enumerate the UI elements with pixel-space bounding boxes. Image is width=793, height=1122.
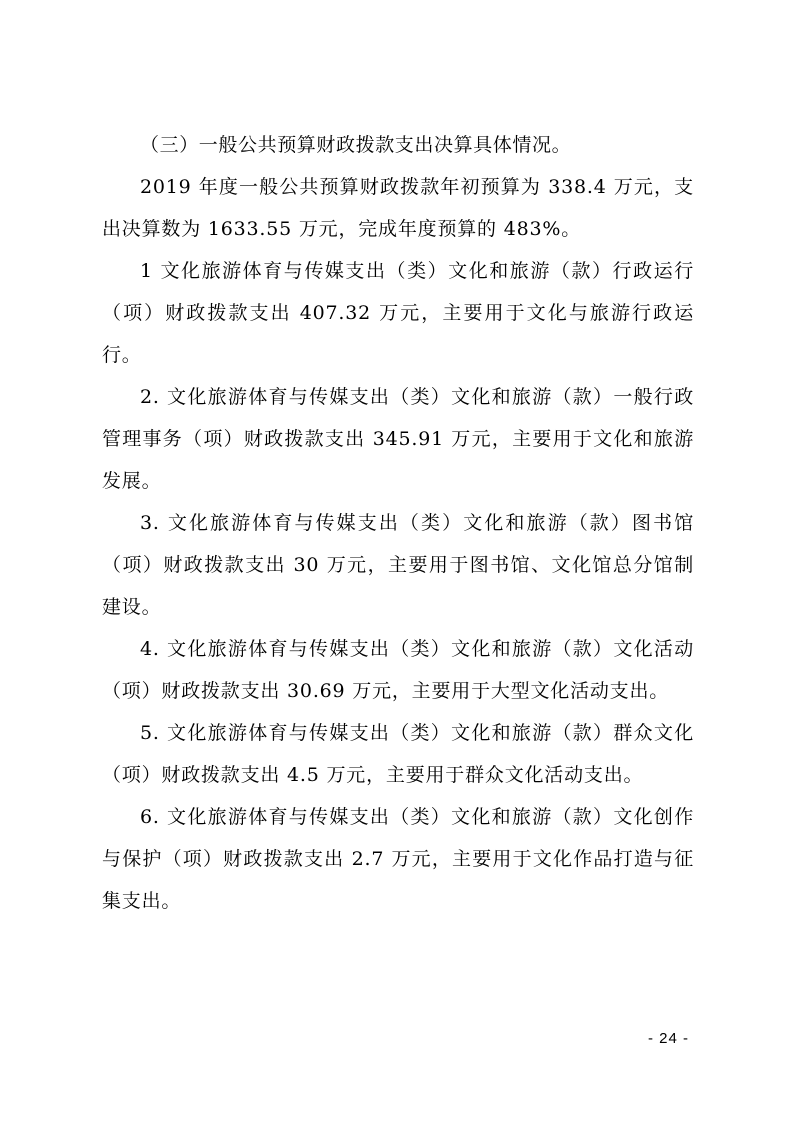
- paragraph-item-5: 5. 文化旅游体育与传媒支出（类）文化和旅游（款）群众文化（项）财政拨款支出 4.5 万元，主要用于群众文化活动支出。: [102, 722, 694, 786]
- paragraph-item-6: 6. 文化旅游体育与传媒支出（类）文化和旅游（款）文化创作与保护（项）财政拨款支出 2.7 万元，主要用于文化作品打造与征集支出。: [102, 806, 694, 912]
- section-heading: （三）一般公共预算财政拨款支出决算具体情况。: [140, 134, 572, 156]
- paragraph-budget-summary: 2019 年度一般公共预算财政拨款年初预算为 338.4 万元，支出决算数为 1633.55 万元，完成年度预算的 483%。: [102, 176, 694, 240]
- paragraph-item-4: 4. 文化旅游体育与传媒支出（类）文化和旅游（款）文化活动（项）财政拨款支出 30.69 万元，主要用于大型文化活动支出。: [102, 638, 694, 702]
- document-body: [102, 126, 694, 922]
- paragraph-item-2: 2. 文化旅游体育与传媒支出（类）文化和旅游（款）一般行政管理事务（项）财政拨款支出 345.91 万元，主要用于文化和旅游发展。: [102, 386, 694, 492]
- paragraph-item-3: 3. 文化旅游体育与传媒支出（类）文化和旅游（款）图书馆（项）财政拨款支出 30 万元，主要用于图书馆、文化馆总分馆制建设。: [102, 512, 694, 618]
- page-number: - 24 -: [648, 1030, 690, 1047]
- paragraph-item-1: 1 文化旅游体育与传媒支出（类）文化和旅游（款）行政运行（项）财政拨款支出 407.32 万元，主要用于文化与旅游行政运行。: [102, 260, 694, 366]
